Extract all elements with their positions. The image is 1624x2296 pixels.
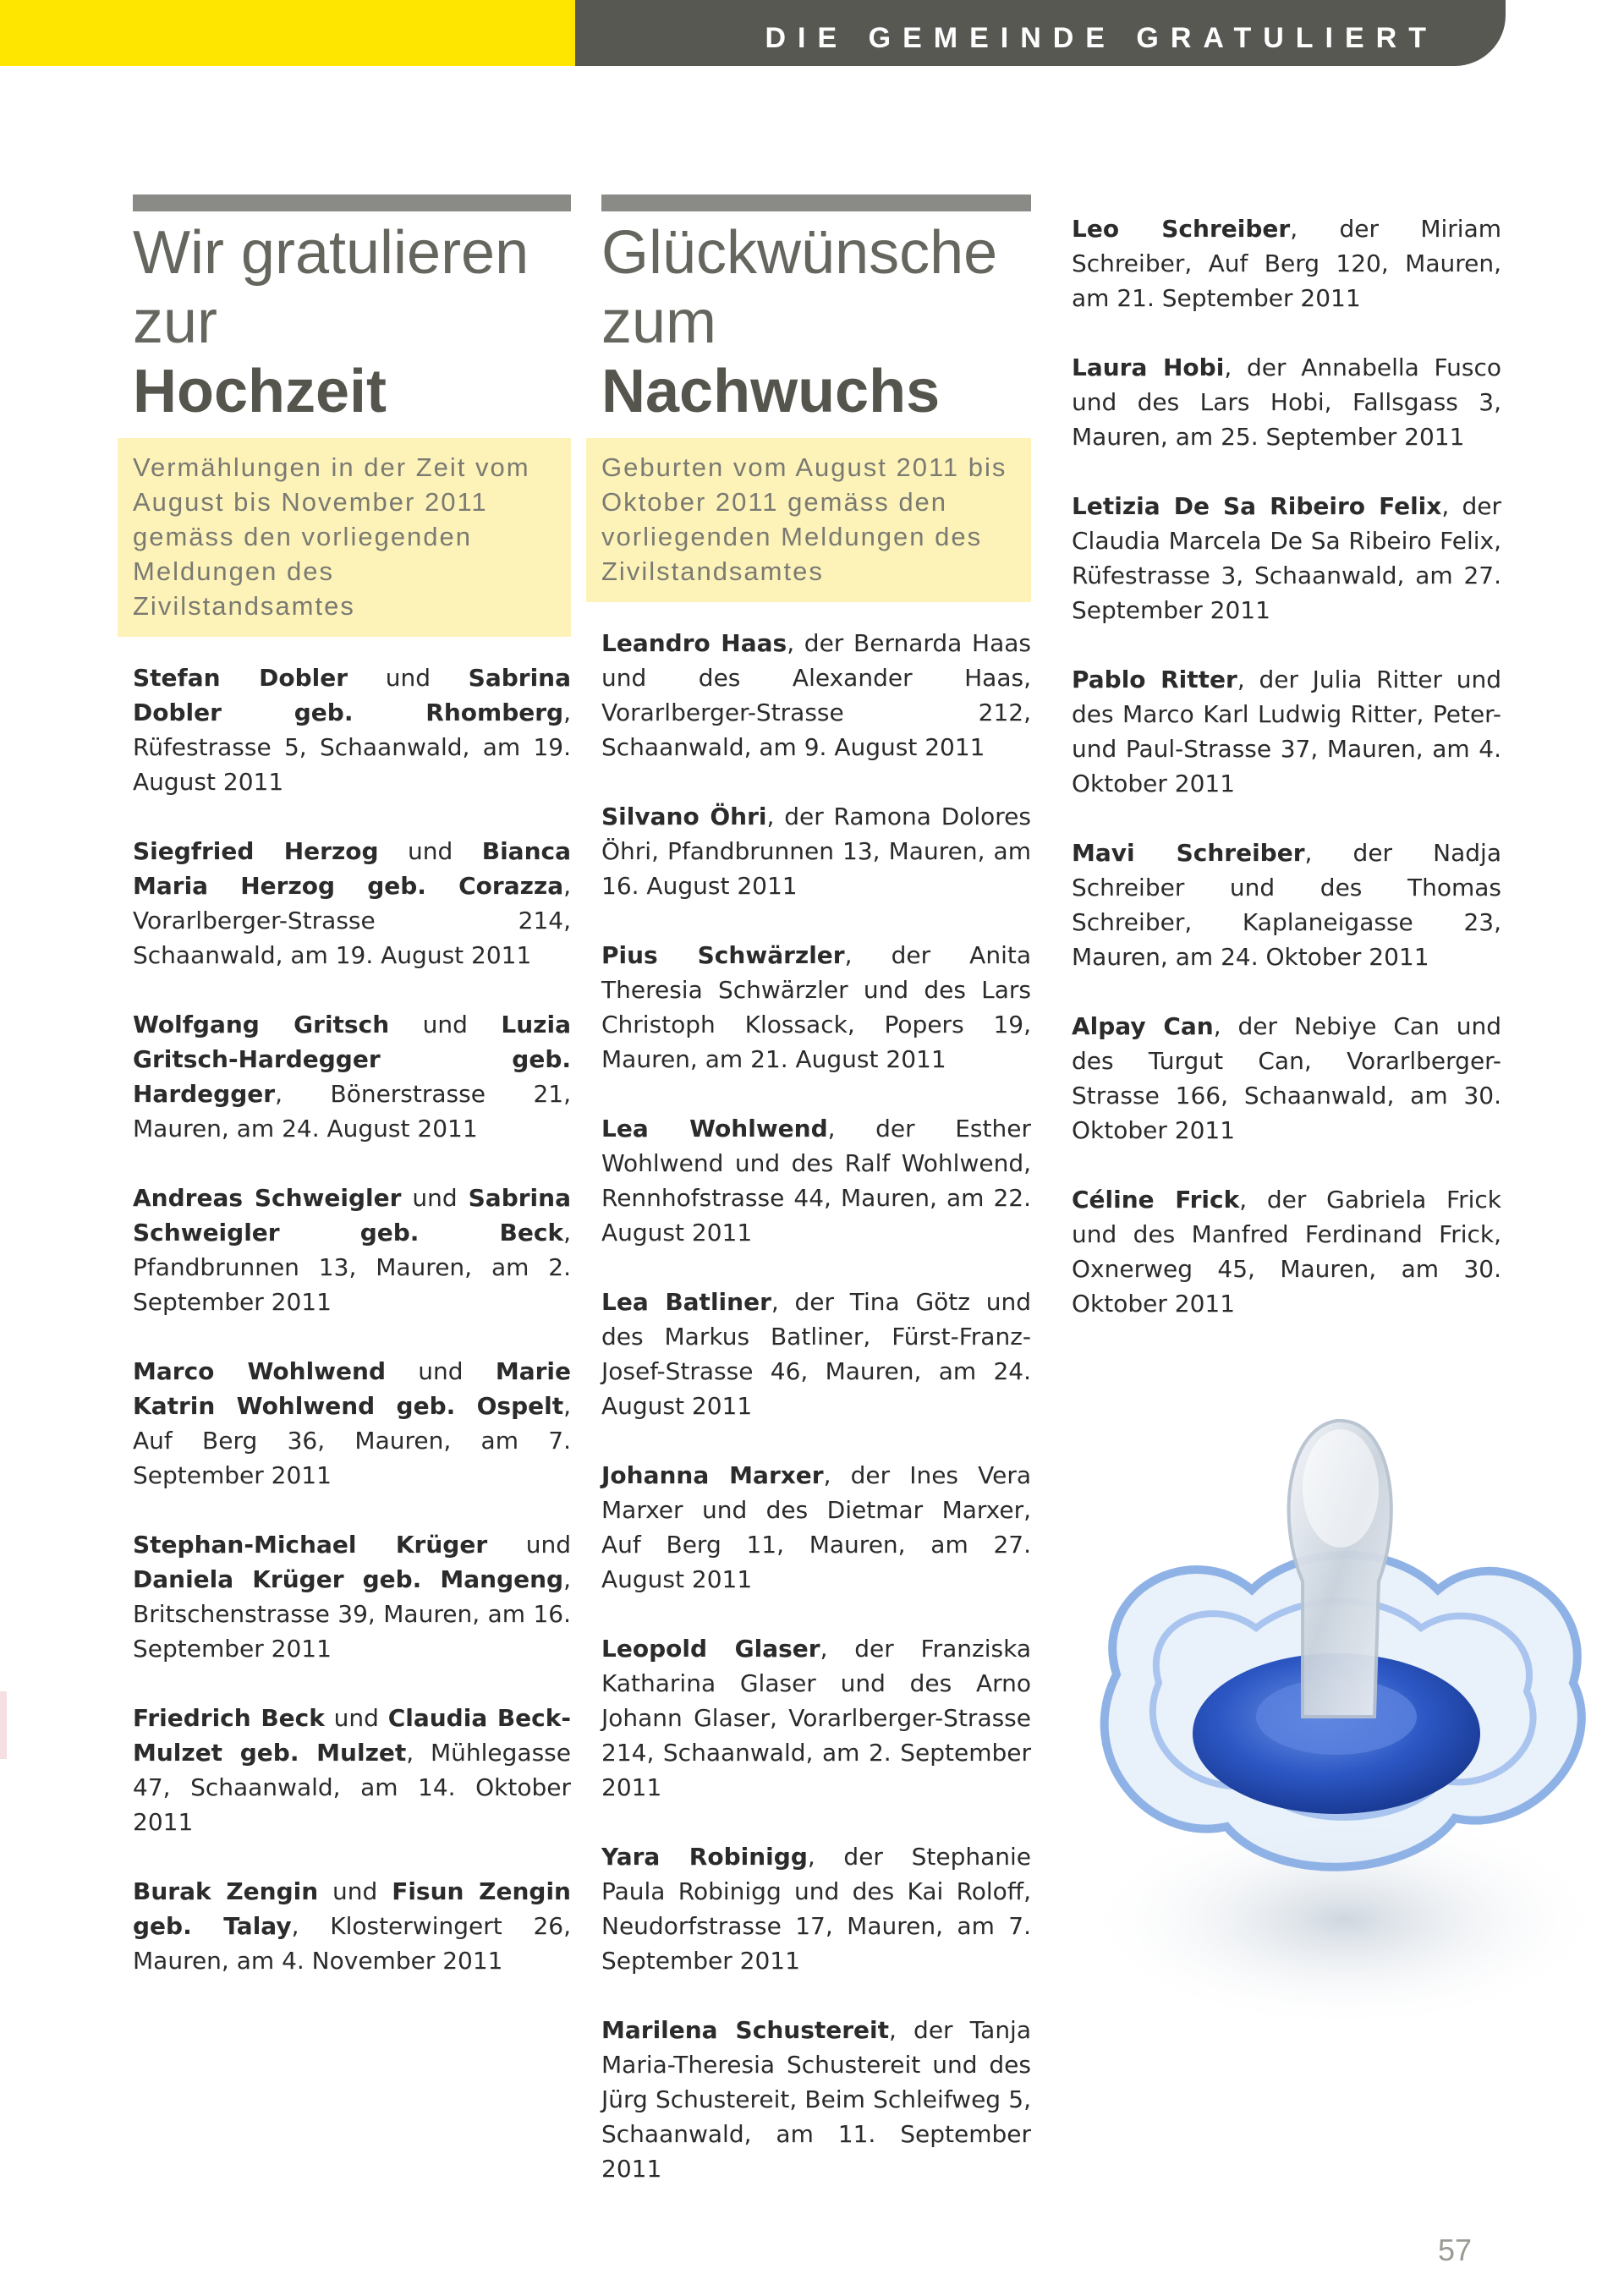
birth-entry (1072, 1182, 1501, 1321)
weddings-headline (133, 218, 571, 426)
wedding-entry: Friedrich Beck und Claudia Beck-Mulzet geb. Mulzet, Mühlegasse 47, Schaanwald, am 14. Oktober 2011 (133, 1704, 571, 1836)
wedding-entry: Andreas Schweigler und Sabrina Schweigler geb. Beck, Pfandbrunnen 13, Mauren, am 2. September 2011 (133, 1184, 571, 1316)
births-column (601, 195, 1031, 2221)
birth-details: , der Nebiye Can und des Turgut Can, Vorarlberger-Strasse 166, Schaanwald, am 30. Oktober 2011 (1072, 1012, 1501, 1144)
wedding-details: , Klosterwingert 26, Mauren, am 4. November 2011 (133, 1912, 571, 1975)
child-name: Yara Robinigg (601, 1843, 808, 1871)
child-name: Pius Schwärzler (601, 941, 845, 969)
births-headline-light: Glückwünsche zum (601, 219, 998, 356)
wedding-entry: Siegfried Herzog und Bianca Maria Herzog geb. Corazza, Vorarlberger-Strasse 214, Schaanwald, am 19. August 2011 (133, 837, 571, 969)
wedding-partner-1: Siegfried Herzog (133, 837, 379, 865)
section-header (575, 0, 1506, 66)
wedding-details: , Britschenstrasse 39, Mauren, am 16. September 2011 (133, 1565, 571, 1663)
wedding-partner-2: Marie Katrin Wohlwend geb. Ospelt (133, 1357, 571, 1420)
wedding-entry: Marco Wohlwend und Marie Katrin Wohlwend geb. Ospelt, Auf Berg 36, Mauren, am 7. September 2011 (133, 1357, 571, 1489)
birth-details: , der Julia Ritter und des Marco Karl Ludwig Ritter, Peter- und Paul-Strasse 37, Mauren, am 4. Oktober 2011 (1072, 666, 1501, 797)
wedding-details: , Rüfestrasse 5, Schaanwald, am 19. August 2011 (133, 699, 571, 796)
edge-decoration (0, 1691, 7, 1759)
birth-details: , der Miriam Schreiber, Auf Berg 120, Mauren, am 21. September 2011 (1072, 215, 1501, 312)
weddings-column (133, 195, 571, 2013)
birth-details: , der Esther Wohlwend und des Ralf Wohlwend, Rennhofstrasse 44, Mauren, am 22. August 2011 (601, 1115, 1031, 1247)
birth-entry (601, 1458, 1031, 1597)
wedding-partner-2: Bianca Maria Herzog geb. Corazza (133, 837, 571, 900)
wedding-details: , Pfandbrunnen 13, Mauren, am 2. September 2011 (133, 1219, 571, 1316)
weddings-list (133, 660, 571, 1978)
births-list (601, 626, 1031, 2186)
wedding-partner-1: Burak Zengin (133, 1877, 319, 1905)
birth-entry (1072, 489, 1501, 627)
birth-details: , der Stephanie Paula Robinigg und des Kai Roloff, Neudorfstrasse 17, Mauren, am 7. September 2011 (601, 1843, 1032, 1975)
wedding-partner-1: Wolfgang Gritsch (133, 1011, 390, 1038)
wedding-partner-1: Marco Wohlwend (133, 1357, 387, 1385)
child-name: Lea Batliner (601, 1288, 771, 1316)
birth-details: , der Claudia Marcela De Sa Ribeiro Felix, Rüfestrasse 3, Schaanwald, am 27. September 2011 (1072, 492, 1501, 624)
wedding-details: , Mühlegasse 47, Schaanwald, am 14. Oktober 2011 (133, 1739, 571, 1836)
wedding-partner-2: Daniela Krüger geb. Mangeng (133, 1565, 564, 1593)
birth-details: , der Ines Vera Marxer und des Dietmar Marxer, Auf Berg 11, Mauren, am 27. August 2011 (601, 1461, 1031, 1593)
child-name: Mavi Schreiber (1072, 839, 1305, 867)
section-title: DIE GEMEINDE GRATULIERT (765, 22, 1438, 54)
birth-entry (1072, 836, 1501, 974)
birth-details: , der Tina Götz und des Markus Batliner, Fürst-Franz-Josef-Strasse 46, Mauren, am 24. August 2011 (601, 1288, 1031, 1420)
birth-details: , der Anita Theresia Schwärzler und des Lars Christoph Klossack, Popers 19, Mauren, am 21. August 2011 (601, 941, 1031, 1073)
birth-details: , der Franziska Katharina Glaser und des Arno Johann Glaser, Vorarlberger-Strasse 214, Schaanwald, am 2. September 2011 (601, 1635, 1031, 1801)
wedding-entry: Stephan-Michael Krüger und Daniela Krüger geb. Mangeng, Britschenstrasse 39, Mauren, am 16. September 2011 (133, 1531, 571, 1663)
births-rule (601, 195, 1031, 211)
wedding-entry: Wolfgang Gritsch und Luzia Gritsch-Hardegger geb. Hardegger, Bönerstrasse 21, Mauren, am 24. August 2011 (133, 1011, 571, 1143)
births-headline (601, 218, 1031, 426)
births-intro: Geburten vom August 2011 bis Oktober 2011 gemäss den vorliegenden Meldungen des Zivilstandsamtes (586, 438, 1031, 602)
weddings-headline-light: Wir gratulieren zur (133, 219, 529, 356)
birth-entry (601, 938, 1031, 1077)
wedding-details: , Bönerstrasse 21, Mauren, am 24. August 2011 (133, 1080, 571, 1143)
page-number: 57 (1438, 2233, 1473, 2267)
pacifier-image (1057, 1395, 1616, 2072)
birth-details: , der Ramona Dolores Öhri, Pfandbrunnen 13, Mauren, am 16. August 2011 (601, 803, 1031, 900)
birth-details: , der Nadja Schreiber und des Thomas Schreiber, Kaplaneigasse 23, Mauren, am 24. Oktober 2011 (1072, 839, 1501, 971)
wedding-entry: Burak Zengin und Fisun Zengin geb. Talay, Klosterwingert 26, Mauren, am 4. November 2011 (133, 1877, 571, 1975)
birth-entry (1072, 350, 1501, 454)
yellow-tab (0, 0, 575, 66)
birth-entry (1072, 662, 1501, 801)
birth-entry (601, 1631, 1031, 1805)
birth-entry (601, 799, 1031, 903)
wedding-partner-2: Sabrina Schweigler geb. Beck (133, 1184, 571, 1247)
child-name: Leo Schreiber (1072, 215, 1291, 243)
child-name: Céline Frick (1072, 1186, 1240, 1214)
birth-entry (601, 1111, 1031, 1250)
birth-details: , der Tanja Maria-Theresia Schustereit und des Jürg Schustereit, Beim Schleifweg 5, Schaanwald, am 11. September 2011 (601, 2016, 1031, 2183)
births-column-continued (1072, 211, 1501, 1356)
child-name: Leandro Haas (601, 629, 787, 657)
wedding-entry: Stefan Dobler und Sabrina Dobler geb. Rhomberg, Rüfestrasse 5, Schaanwald, am 19. August 2011 (133, 664, 571, 796)
wedding-partner-1: Stefan Dobler (133, 664, 348, 692)
birth-entry (1072, 211, 1501, 315)
weddings-intro: Vermählungen in der Zeit vom August bis November 2011 gemäss den vorliegenden Meldungen des Zivilstandsamtes (118, 438, 571, 637)
birth-details: , der Bernarda Haas und des Alexander Haas, Vorarlberger-Strasse 212, Schaanwald, am 9. August 2011 (601, 629, 1031, 761)
birth-entry (601, 1285, 1031, 1423)
wedding-details: , Auf Berg 36, Mauren, am 7. September 2011 (133, 1392, 571, 1489)
wedding-partner-1: Friedrich Beck (133, 1704, 325, 1732)
wedding-partner-2: Fisun Zengin geb. Talay (133, 1877, 571, 1940)
wedding-partner-2: Luzia Gritsch-Hardegger geb. Hardegger (133, 1011, 571, 1108)
child-name: Marilena Schustereit (601, 2016, 890, 2044)
child-name: Letizia De Sa Ribeiro Felix (1072, 492, 1442, 520)
wedding-partner-2: Sabrina Dobler geb. Rhomberg (133, 664, 571, 726)
birth-entry (601, 2013, 1031, 2186)
births-headline-bold: Nachwuchs (601, 358, 941, 425)
child-name: Pablo Ritter (1072, 666, 1237, 693)
child-name: Johanna Marxer (601, 1461, 824, 1489)
birth-entry (1072, 1009, 1501, 1148)
weddings-rule (133, 195, 571, 211)
wedding-partner-2: Claudia Beck-Mulzet geb. Mulzet (133, 1704, 571, 1767)
wedding-partner-1: Stephan-Michael Krüger (133, 1531, 488, 1559)
wedding-partner-1: Andreas Schweigler (133, 1184, 402, 1212)
birth-entry (601, 1839, 1031, 1978)
wedding-details: , Vorarlberger-Strasse 214, Schaanwald, am 19. August 2011 (133, 872, 571, 969)
birth-details: , der Annabella Fusco und des Lars Hobi, Fallsgass 3, Mauren, am 25. September 2011 (1072, 353, 1501, 451)
child-name: Alpay Can (1072, 1012, 1214, 1040)
birth-entry (601, 626, 1031, 764)
child-name: Silvano Öhri (601, 803, 767, 830)
birth-details: , der Gabriela Frick und des Manfred Ferdinand Frick, Oxnerweg 45, Mauren, am 30. Oktober 2011 (1072, 1186, 1501, 1318)
weddings-headline-bold: Hochzeit (133, 358, 387, 425)
child-name: Laura Hobi (1072, 353, 1225, 381)
child-name: Leopold Glaser (601, 1635, 820, 1663)
child-name: Lea Wohlwend (601, 1115, 828, 1143)
